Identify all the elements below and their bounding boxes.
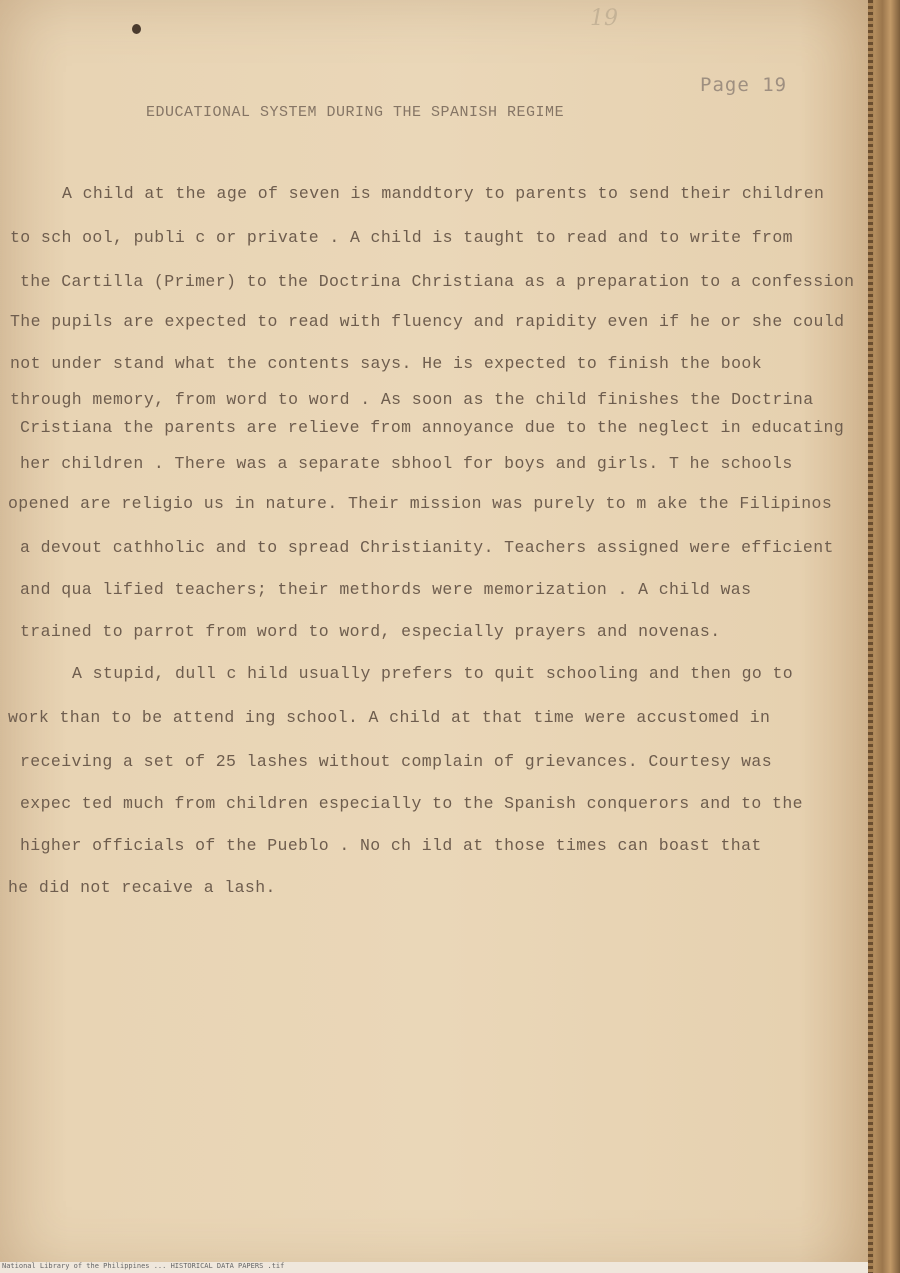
pencil-page-number: 19 bbox=[590, 6, 618, 31]
body-line: The pupils are expected to read with fluency and rapidity even if he or she could bbox=[10, 312, 845, 331]
body-line: work than to be attend ing school. A child at that time were accustomed in bbox=[8, 708, 771, 727]
body-line: not under stand what the contents says. He is expected to finish the book bbox=[10, 354, 763, 373]
body-line: the Cartilla (Primer) to the Doctrina Christiana as a preparation to a confession bbox=[20, 272, 855, 291]
page-number: Page 19 bbox=[700, 74, 788, 96]
archive-footer: National Library of the Philippines ... HISTORICAL DATA PAPERS .tif bbox=[2, 1262, 285, 1270]
body-line: her children . There was a separate sbhool for boys and girls. T he schools bbox=[20, 454, 793, 473]
book-spine bbox=[868, 0, 900, 1273]
body-line: Cristiana the parents are relieve from annoyance due to the neglect in educating bbox=[20, 418, 845, 437]
ink-spot bbox=[132, 24, 141, 34]
body-line: and qua lified teachers; their methords were memorization . A child was bbox=[20, 580, 752, 599]
page-edges bbox=[868, 0, 873, 1273]
body-line: he did not recaive a lash. bbox=[8, 878, 276, 897]
body-line: opened are religio us in nature. Their mission was purely to m ake the Filipinos bbox=[8, 494, 833, 513]
body-line: a devout cathholic and to spread Christianity. Teachers assigned were efficient bbox=[20, 538, 834, 557]
body-line: through memory, from word to word . As soon as the child finishes the Doctrina bbox=[10, 390, 814, 409]
body-line: receiving a set of 25 lashes without complain of grievances. Courtesy was bbox=[20, 752, 773, 771]
body-line: A stupid, dull c hild usually prefers to quit schooling and then go to bbox=[72, 664, 794, 683]
body-line: trained to parrot from word to word, especially prayers and novenas. bbox=[20, 622, 721, 641]
body-line: to sch ool, publi c or private . A child is taught to read and to write from bbox=[10, 228, 793, 247]
body-line: A child at the age of seven is manddtory to parents to send their children bbox=[62, 184, 825, 203]
body-line: expec ted much from children especially to the Spanish conquerors and to the bbox=[20, 794, 803, 813]
document-title: EDUCATIONAL SYSTEM DURING THE SPANISH REGIME bbox=[146, 104, 565, 121]
body-line: higher officials of the Pueblo . No ch ild at those times can boast that bbox=[20, 836, 762, 855]
